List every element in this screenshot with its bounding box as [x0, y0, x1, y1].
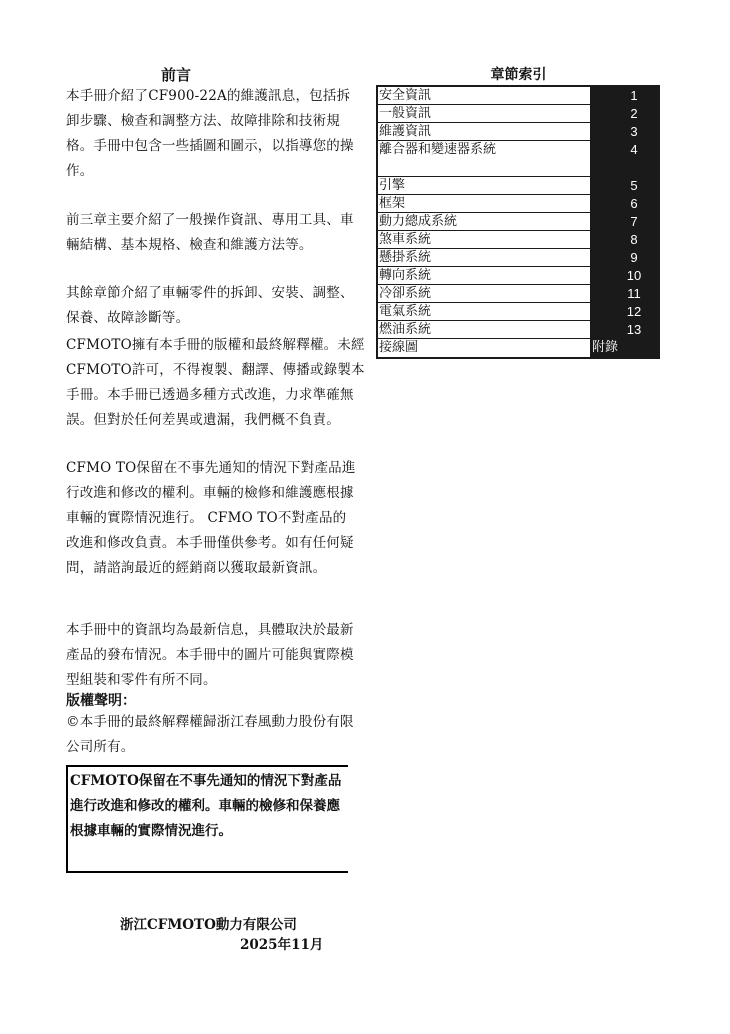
toc-chapter-number: 9	[630, 250, 638, 265]
toc-chapter-number: 8	[630, 232, 638, 247]
notice-box	[66, 765, 348, 873]
toc-chapter-name: 安全資訊	[378, 87, 590, 105]
toc-row[interactable]	[378, 267, 658, 285]
toc-row[interactable]	[378, 285, 658, 303]
toc-row[interactable]	[378, 177, 658, 195]
toc-chapter-number: 11	[627, 286, 641, 301]
footer-date: 2025年11月	[240, 937, 324, 953]
toc-row[interactable]	[378, 87, 658, 105]
toc-chapter-name: 離合器和變速器系統	[378, 141, 590, 177]
footer-company: 浙江CFMOTO動力有限公司	[120, 917, 297, 933]
toc-chapter-number: 12	[626, 304, 642, 319]
preface-paragraph-3: 其餘章節介紹了車輛零件的拆卸、安裝、調整、保養、故障診斷等。	[66, 285, 354, 326]
preface-paragraph-6: 本手冊中的資訊均為最新信息，具體取決於最新產品的發布情況。本手冊中的圖片可能與實際模型組裝和零件有所不同。	[66, 622, 354, 688]
toc-chapter-name: 電氣系統	[378, 303, 590, 321]
toc-chapter-number: 10	[626, 268, 642, 283]
toc-row[interactable]	[378, 195, 658, 213]
preface-title: 前言	[160, 66, 191, 84]
toc-row[interactable]	[378, 303, 658, 321]
toc-row[interactable]	[378, 231, 658, 249]
preface-paragraph-2: 前三章主要介紹了一般操作資訊、專用工具、車輛結構、基本規格、檢查和維護方法等。	[66, 212, 354, 253]
toc-chapter-name: 維護資訊	[378, 123, 590, 141]
toc-chapter-name: 接線圖	[378, 339, 590, 357]
toc-chapter-number: 13	[626, 322, 642, 337]
toc-chapter-number: 1	[630, 88, 638, 103]
toc-chapter-name: 轉向系統	[378, 267, 590, 285]
chapter-index-table	[376, 85, 660, 359]
toc-chapter-number: 4	[630, 142, 638, 157]
preface-paragraph-4: CFMOTO擁有本手冊的版權和最終解釋權。未經CFMOTO許可，不得複製、翻譯、傳播或錄製本手冊。本手冊已透過多種方式改進，力求準確無誤。但對於任何差異或遺漏，我們概不負責。	[66, 337, 365, 428]
toc-chapter-name: 一般資訊	[378, 105, 590, 123]
toc-chapter-name: 煞車系統	[378, 231, 590, 249]
toc-row[interactable]	[378, 339, 658, 357]
preface-paragraph-1: 本手冊介紹了CF900-22A的維護訊息，包括拆卸步驟、檢查和調整方法、故障排除和技術規格。手冊中包含一些插圖和圖示，以指導您的操作。	[66, 88, 354, 179]
toc-row[interactable]	[378, 105, 658, 123]
toc-chapter-name: 懸掛系統	[378, 249, 590, 267]
toc-chapter-name: 引擎	[378, 177, 590, 195]
toc-row[interactable]	[378, 321, 658, 339]
toc-chapter-number: 2	[630, 106, 638, 121]
copyright-heading: 版權聲明：	[66, 693, 136, 709]
toc-chapter-number: 附錄	[592, 340, 619, 355]
toc-title: 章節索引	[490, 67, 547, 83]
preface-paragraph-5: CFMO TO保留在不事先通知的情況下對產品進行改進和修改的權利。車輛的檢修和維護應根據車輛的實際情況進行。 CFMO TO不對產品的改進和修改負責。本手冊僅供參考。如有任何疑問，請諮詢最近的經銷商以獲取最新資訊。	[66, 460, 356, 576]
toc-chapter-number: 5	[630, 178, 638, 193]
toc-row[interactable]	[378, 123, 658, 141]
toc-row[interactable]	[378, 213, 658, 231]
toc-chapter-number: 7	[630, 214, 638, 229]
toc-chapter-number: 6	[630, 196, 638, 211]
toc-chapter-number: 3	[630, 124, 638, 139]
toc-row[interactable]	[378, 141, 658, 177]
toc-chapter-name: 框架	[378, 195, 590, 213]
toc-chapter-name: 燃油系統	[378, 321, 590, 339]
notice-text: CFMOTO保留在不事先通知的情況下對產品進行改進和修改的權利。車輛的檢修和保養應根據車輛的實際情況進行。	[70, 773, 342, 839]
toc-chapter-name: 冷卻系統	[378, 285, 590, 303]
toc-row[interactable]	[378, 249, 658, 267]
copyright-text: ©本手冊的最終解釋權歸浙江春風動力股份有限公司所有。	[66, 714, 354, 755]
toc-chapter-name: 動力總成系統	[378, 213, 590, 231]
